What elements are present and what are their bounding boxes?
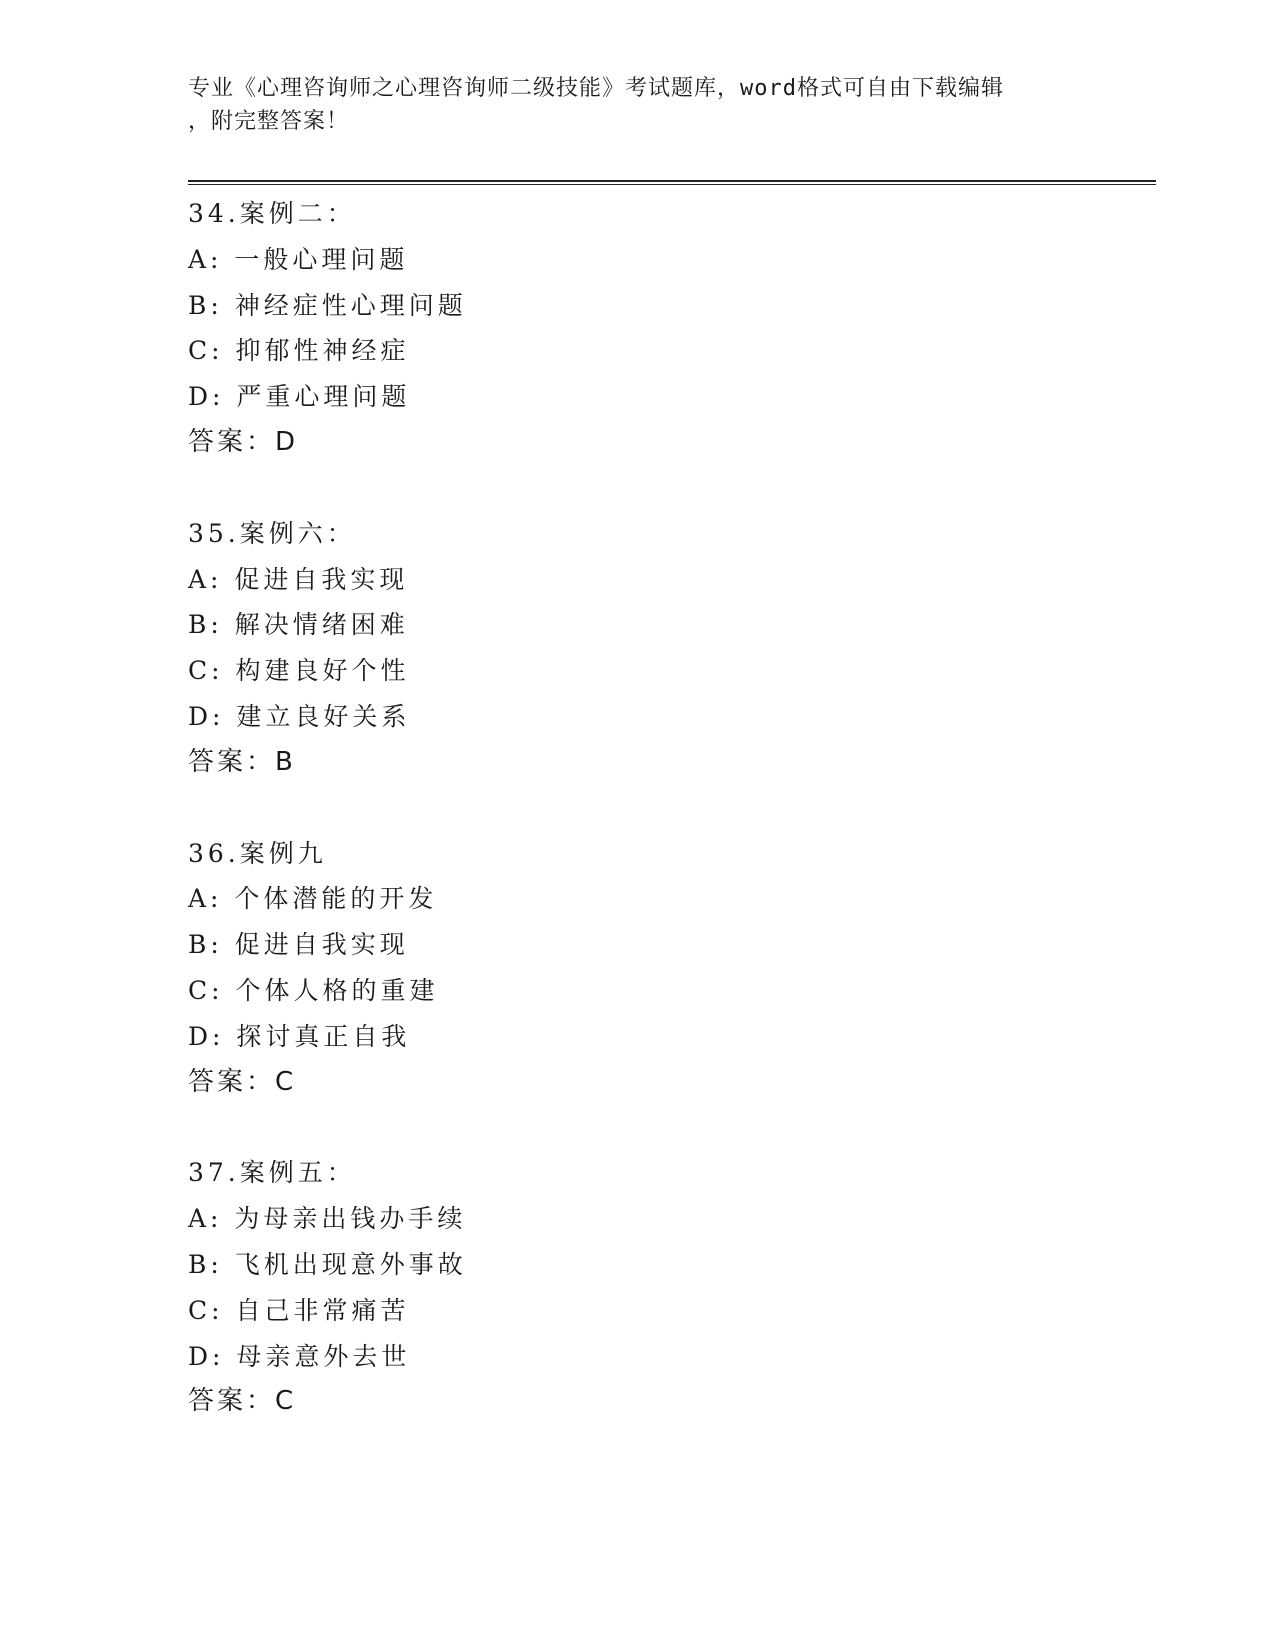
question-35 (188, 511, 1088, 786)
question-title: 35.案例六： (188, 518, 356, 548)
option-c: C: 个体人格的重建 (188, 975, 439, 1005)
question-title: 34.案例二： (188, 199, 356, 228)
document-header: 专业《心理咨询师之心理咨询师二级技能》考试题库，word格式可自由下载编辑 ，附完整答案！ (188, 76, 1004, 134)
option-d: D: 建立良好关系 (188, 701, 411, 731)
answer: 答案：C (188, 1386, 297, 1417)
option-d: D: 探讨真正自我 (188, 1021, 411, 1051)
question-37 (188, 1150, 1088, 1425)
question-36 (188, 831, 1088, 1106)
answer: 答案：B (188, 746, 296, 777)
question-list (188, 191, 1088, 1470)
option-b: B: 促进自我实现 (188, 930, 409, 960)
option-a: A: 一般心理问题 (188, 244, 409, 274)
option-a: A: 为母亲出钱办手续 (188, 1204, 467, 1234)
option-b: B: 神经症性心理问题 (188, 290, 467, 320)
question-title: 36.案例九 (188, 838, 327, 868)
question-title: 37.案例五： (188, 1158, 356, 1188)
option-b: B: 解决情绪困难 (188, 610, 409, 640)
question-34 (188, 191, 1088, 466)
option-d: D: 严重心理问题 (188, 382, 411, 412)
option-a: A: 促进自我实现 (188, 564, 409, 594)
option-c: C: 构建良好个性 (188, 656, 410, 686)
option-c: C: 抑郁性神经症 (188, 336, 410, 366)
answer: 答案：C (188, 1066, 297, 1097)
header-divider (188, 180, 1156, 185)
option-c: C: 自己非常痛苦 (188, 1295, 410, 1325)
answer: 答案：D (188, 426, 299, 457)
option-a: A: 个体潜能的开发 (188, 884, 438, 914)
option-b: B: 飞机出现意外事故 (188, 1249, 467, 1279)
option-d: D: 母亲意外去世 (188, 1341, 411, 1371)
